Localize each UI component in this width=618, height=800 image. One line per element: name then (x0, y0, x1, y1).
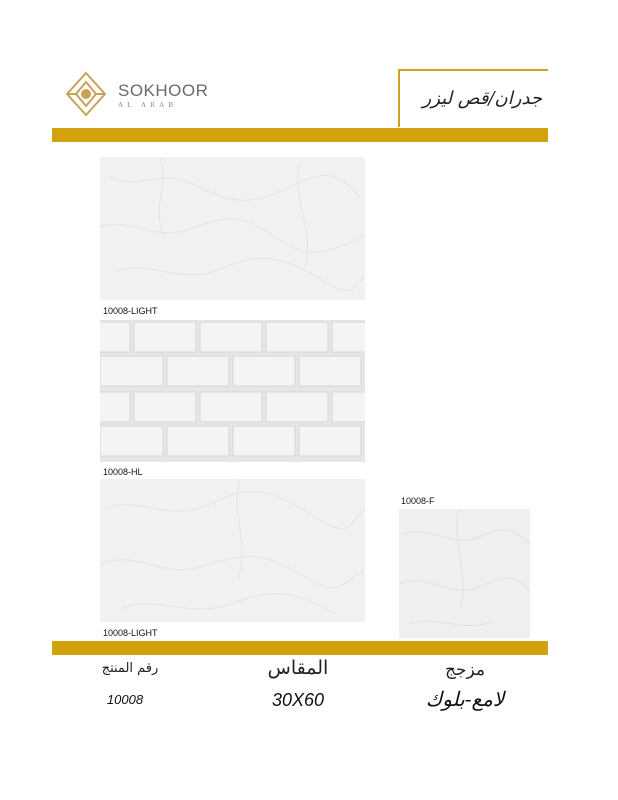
size-value: 30X60 (271, 690, 325, 710)
bottom-divider-bar (52, 641, 548, 655)
category-title: جدران/قص ليزر (422, 88, 542, 109)
top-divider-bar (52, 128, 548, 142)
brand-name: SOKHOOR (118, 81, 209, 100)
tile-image-brick (100, 320, 365, 462)
category-title-box (398, 69, 548, 127)
tile-image-light-top (100, 157, 365, 300)
tile-code-label: 10008-LIGHT (103, 306, 158, 316)
diamond-knot-logo-icon (62, 70, 110, 122)
size-label: المقاس (267, 657, 329, 679)
brand-tagline: AL ARAB (118, 101, 178, 109)
tile-code-label: 10008-HL (103, 467, 143, 477)
tile-code-label: 10008-LIGHT (103, 628, 158, 638)
tile-image-light-bottom (100, 479, 365, 622)
product-number-label: رقم المنتج (101, 661, 159, 676)
tile-code-label: 10008-F (401, 496, 435, 506)
finish-label: مزجج (445, 660, 485, 680)
product-number-value: 10008 (106, 692, 144, 707)
finish-value: لامع-بلوك (425, 687, 505, 711)
brand-logo (62, 70, 209, 122)
tile-image-floor (399, 509, 530, 638)
